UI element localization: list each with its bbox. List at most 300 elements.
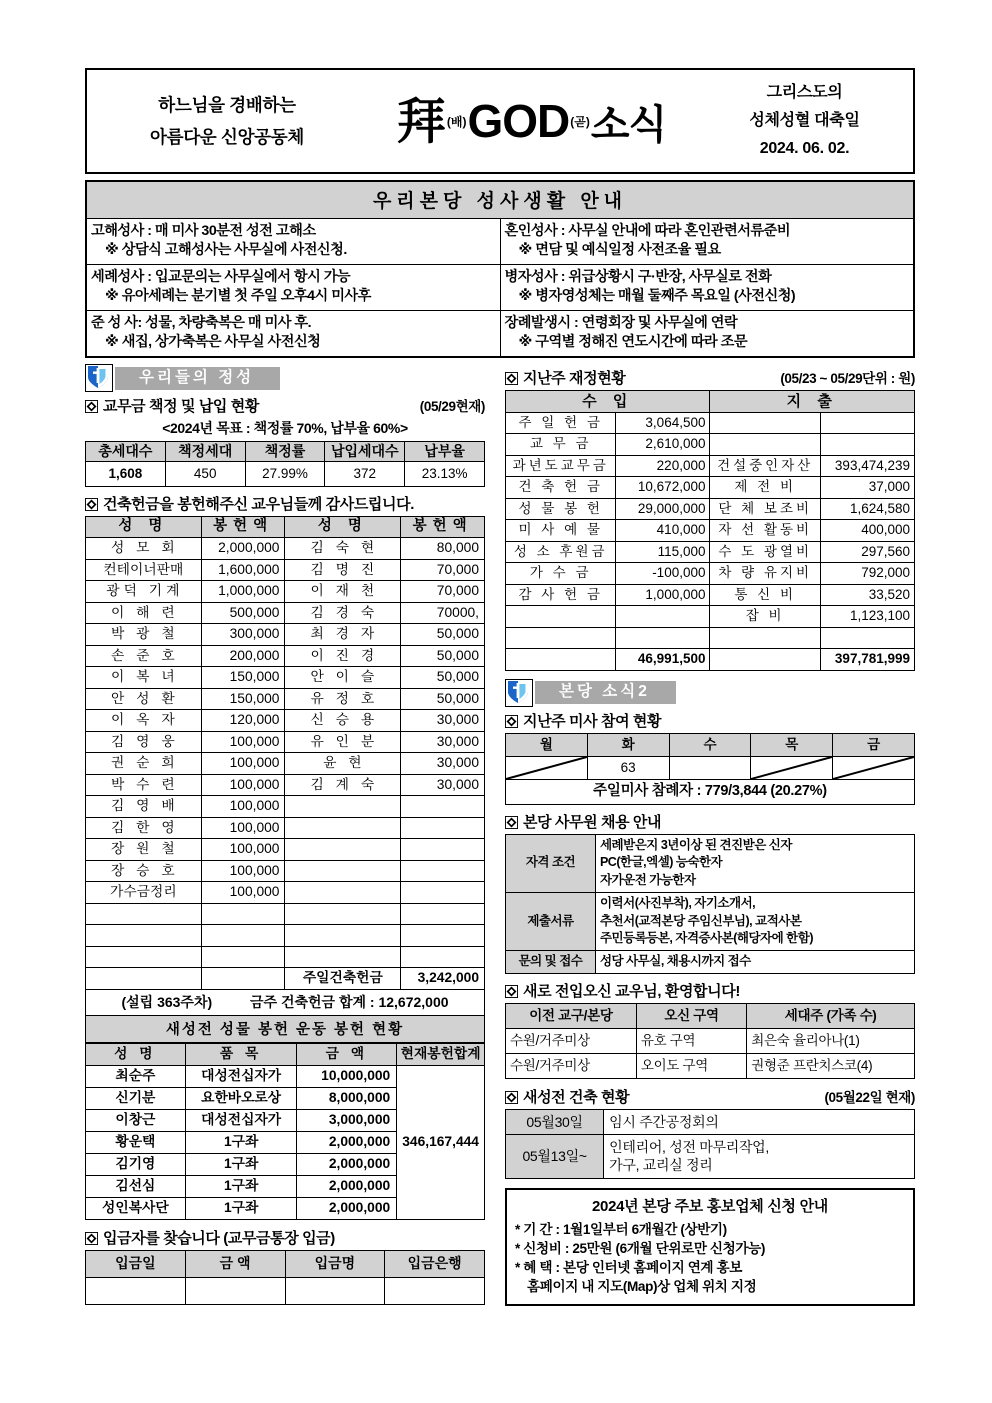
- baptism-note: ※ 유아세례는 분기별 첫 주일 오후4시 미사후: [105, 288, 371, 305]
- donation-row: [86, 839, 485, 861]
- finance-total-income-spacer: [506, 649, 616, 671]
- donor-name: [285, 946, 401, 968]
- sacrament-cell-anointing: [500, 265, 913, 311]
- feast-line-1: 그리스도의: [766, 84, 843, 101]
- donor-amount: 500,000: [201, 602, 285, 624]
- funeral-note: ※ 구역별 정해진 연도시간에 따라 조문: [518, 334, 748, 351]
- sungmul-item: 1구좌: [185, 1131, 297, 1153]
- recruit-heading-text: 본당 사무원 채용 안내: [523, 813, 662, 831]
- donor-amount: 70000,: [401, 602, 485, 624]
- logo-god-reading: (곧): [570, 114, 590, 129]
- sungmul-amount: 2,000,000: [297, 1131, 397, 1153]
- donor-name: 최 경 자: [285, 624, 401, 646]
- construction-date: 05월30일: [506, 1109, 604, 1134]
- dues-val-total-households: 1,608: [86, 461, 166, 486]
- finance-row: [506, 584, 915, 606]
- diamond-bullet-icon: [505, 985, 518, 998]
- sacramental-note: ※ 새집, 상가축복은 사무실 사전신청: [105, 334, 321, 351]
- donor-name: 가수금정리: [86, 882, 202, 904]
- donor-amount: [201, 968, 285, 990]
- finance-heading: [505, 367, 915, 388]
- dues-col-paying-households: 납입세대수: [325, 442, 405, 462]
- finance-row: [506, 434, 915, 456]
- finance-expense-label: [710, 627, 820, 649]
- donor-name: 광덕 기계: [86, 581, 202, 603]
- finance-income-amount: 1,000,000: [616, 584, 710, 606]
- ad-line-fee: * 신청비 : 25만원 (6개월 단위로만 신청가능): [515, 1240, 765, 1256]
- recruit-line: 자가운전 가능한자: [599, 873, 696, 888]
- construction-desc: [604, 1135, 915, 1178]
- ad-line-benefit-cont: 홈페이지 내 지도(Map)상 업체 위치 지정: [527, 1279, 757, 1295]
- sungmul-donor-name: 최순주: [86, 1065, 186, 1087]
- sacrament-table: [87, 219, 913, 356]
- donation-row: [86, 645, 485, 667]
- donor-amount: 300,000: [201, 624, 285, 646]
- donor-name: [285, 903, 401, 925]
- donor-name: [285, 817, 401, 839]
- finance-expense-amount: [820, 627, 914, 649]
- donation-row: [86, 688, 485, 710]
- finance-col-expense: 지 출: [710, 391, 915, 413]
- donor-name: 이 복 녀: [86, 667, 202, 689]
- recruit-table: [505, 834, 915, 974]
- sungmul-running-total: 346,167,444: [397, 1065, 485, 1219]
- finance-income-label: 주 일 헌 금: [506, 412, 616, 434]
- finance-income-label: 미 사 예 물: [506, 520, 616, 542]
- dues-goal-text: <2024년 목표 : 책정률 70%, 납부율 60%>: [162, 420, 408, 437]
- construction-row: [506, 1109, 915, 1134]
- finance-total-expense-spacer: [710, 649, 820, 671]
- donor-name: 김 한 영: [86, 817, 202, 839]
- sacrament-cell-funeral: [500, 311, 913, 357]
- masthead-logo: [361, 93, 702, 150]
- diamond-bullet-icon: [505, 715, 518, 728]
- sacrament-row: [87, 219, 913, 265]
- donor-name: 이 해 련: [86, 602, 202, 624]
- attendance-summary-text: 주일미사 참례자 : 779/3,844 (20.27%): [506, 779, 915, 804]
- donor-amount: [401, 860, 485, 882]
- slogan-line-2: 아름다운 신앙공동체: [149, 127, 304, 147]
- attendance-count-0: [506, 756, 588, 779]
- attendance-summary-row: [506, 779, 915, 804]
- donation-row: [86, 817, 485, 839]
- recruit-line: 성당 사무실, 채용시까지 접수: [599, 954, 751, 969]
- donation-row: [86, 946, 485, 968]
- recruit-content: [595, 834, 914, 892]
- newcomer-head: 최은숙 율리아나(1): [747, 1028, 915, 1053]
- finance-income-label: 성 소 후원금: [506, 541, 616, 563]
- donor-amount: 200,000: [201, 645, 285, 667]
- sacrament-row: [87, 265, 913, 311]
- dues-val-assessed-households: 450: [165, 461, 245, 486]
- donor-name: 유 정 호: [285, 688, 401, 710]
- recruit-line: 주민등록등본, 자격증사본(해당자에 한함): [599, 931, 813, 946]
- finance-expense-label: 단 체 보조비: [710, 498, 820, 520]
- newcomers-col-head: 세대주 (가족 수): [747, 1003, 915, 1028]
- donor-name: 이 재 천: [285, 581, 401, 603]
- sungmul-item: 요한바오로상: [185, 1087, 297, 1109]
- sacrament-guide: [85, 180, 915, 358]
- donor-name: 박 수 련: [86, 774, 202, 796]
- donor-amount: 30,000: [401, 774, 485, 796]
- donor-name: 컨테이너판매: [86, 559, 202, 581]
- donor-amount: [401, 903, 485, 925]
- recruit-label: 문의 및 접수: [506, 951, 596, 974]
- donor-name: [285, 839, 401, 861]
- donation-row: [86, 538, 485, 560]
- newcomers-table: [505, 1003, 915, 1079]
- deposit-cell-date: [86, 1277, 186, 1304]
- donation-row: [86, 624, 485, 646]
- diamond-bullet-icon: [85, 498, 98, 511]
- donor-amount: 30,000: [401, 731, 485, 753]
- finance-income-amount: -100,000: [616, 563, 710, 585]
- offering-banner-label: 우리들의 정성: [115, 367, 280, 390]
- donor-name: 권 순 희: [86, 753, 202, 775]
- masthead: [85, 68, 915, 174]
- finance-row: [506, 520, 915, 542]
- attendance-count-4: [833, 756, 915, 779]
- newcomers-col-origin: 이전 교구/본당: [506, 1003, 637, 1028]
- ad-line-period: * 기 간 : 1월1일부터 6개월간 (상반기): [515, 1221, 727, 1237]
- sungmul-item: 1구좌: [185, 1197, 297, 1219]
- sungmul-title: 새성전 성물 봉헌 운동 봉헌 현황: [85, 1016, 485, 1043]
- logo-bae-reading: (배): [446, 114, 467, 129]
- donor-name: 안 이 슬: [285, 667, 401, 689]
- finance-income-amount: 220,000: [616, 455, 710, 477]
- recruit-row: [506, 892, 915, 950]
- offering-banner: [85, 365, 485, 391]
- dues-table: [85, 441, 485, 487]
- donor-amount: 120,000: [201, 710, 285, 732]
- sungmul-item: 대성전십자가: [185, 1109, 297, 1131]
- donor-amount: [201, 925, 285, 947]
- sacrament-cell-confession: [87, 219, 500, 265]
- donor-name: [285, 796, 401, 818]
- finance-period-note: (05/23 ~ 05/29단위 : 원): [780, 371, 915, 387]
- sungmul-item: 1구좌: [185, 1175, 297, 1197]
- finance-table: [505, 390, 915, 671]
- finance-row: [506, 498, 915, 520]
- finance-expense-label: 수 도 광열비: [710, 541, 820, 563]
- masthead-slogan: [93, 89, 361, 154]
- sungmul-row: [86, 1065, 485, 1087]
- donor-amount: [201, 946, 285, 968]
- donation-row: [86, 925, 485, 947]
- baptism-main: 세례성사 : 입교문의는 사무실에서 항시 가능: [91, 269, 351, 286]
- feast-line-2: 성체성혈 대축일: [749, 112, 860, 129]
- donor-name: 이 옥 자: [86, 710, 202, 732]
- sungmul-donor-name: 이창근: [86, 1109, 186, 1131]
- donation-row: [86, 667, 485, 689]
- deposit-cell-bank: [385, 1277, 485, 1304]
- finance-income-label: [506, 606, 616, 628]
- construction-desc-line: 인테리어, 성전 마무리작업,: [609, 1139, 769, 1156]
- construction-date: 05월13일~: [506, 1135, 604, 1178]
- sungmul-amount: 2,000,000: [297, 1153, 397, 1175]
- dues-value-row: [86, 461, 485, 486]
- sacrament-cell-baptism: [87, 265, 500, 311]
- logo-god-text: GOD: [467, 95, 570, 147]
- dues-val-assessment-rate: 27.99%: [245, 461, 325, 486]
- donor-name: 장 승 호: [86, 860, 202, 882]
- donation-row: [86, 753, 485, 775]
- finance-expense-label: 건설중인자산: [710, 455, 820, 477]
- attendance-heading-text: 지난주 미사 참여 현황: [523, 712, 662, 730]
- donor-amount: [401, 817, 485, 839]
- donation-col-name-1: 성 명: [86, 516, 202, 538]
- donor-name: 김 명 진: [285, 559, 401, 581]
- construction-desc: [604, 1109, 915, 1134]
- finance-expense-label: 자 선 활동비: [710, 520, 820, 542]
- donor-name: 유 인 분: [285, 731, 401, 753]
- recruit-line: PC(한글,엑셀) 능숙한자: [599, 855, 723, 870]
- finance-expense-amount: 37,000: [820, 477, 914, 499]
- finance-expense-label: 통 신 비: [710, 584, 820, 606]
- donor-name: 이 진 경: [285, 645, 401, 667]
- finance-header-row: [506, 391, 915, 413]
- finance-income-label: 건 축 헌 금: [506, 477, 616, 499]
- attendance-count-row: [506, 756, 915, 779]
- church-shield-icon: [505, 679, 533, 707]
- logo-bae-char: 拜: [396, 91, 446, 150]
- sacrament-row: [87, 311, 913, 357]
- finance-income-amount: 29,000,000: [616, 498, 710, 520]
- attendance-count-3: [751, 756, 833, 779]
- donor-name: 주일건축헌금: [285, 968, 401, 990]
- finance-expense-label: [710, 434, 820, 456]
- slogan-line-1: 하느님을 경배하는: [158, 94, 296, 115]
- sungmul-amount: 2,000,000: [297, 1175, 397, 1197]
- construction-desc-line: 임시 주간공정회의: [609, 1113, 719, 1130]
- confession-main: 고해성사 : 매 미사 30분전 성전 고해소: [91, 223, 316, 239]
- donor-name: 장 원 철: [86, 839, 202, 861]
- newcomer-zone: 오이도 구역: [636, 1053, 746, 1078]
- recruit-line: 추천서(교적본당 주임신부님), 교적사본: [599, 913, 802, 928]
- donor-amount: 50,000: [401, 688, 485, 710]
- donor-amount: 80,000: [401, 538, 485, 560]
- donor-amount: 30,000: [401, 753, 485, 775]
- donor-name: 김 숙 현: [285, 538, 401, 560]
- sungmul-item: 대성전십자가: [185, 1065, 297, 1087]
- donor-amount: 1,600,000: [201, 559, 285, 581]
- finance-income-label: 가 수 금: [506, 563, 616, 585]
- donation-row: [86, 731, 485, 753]
- recruit-row: [506, 834, 915, 892]
- finance-col-income: 수 입: [506, 391, 710, 413]
- construction-desc-line: 가구, 교리실 정리: [609, 1157, 713, 1174]
- sungmul-donor-name: 신기분: [86, 1087, 186, 1109]
- news-banner: [505, 680, 915, 706]
- finance-expense-label: [710, 412, 820, 434]
- construction-heading: [505, 1086, 915, 1107]
- confession-note: ※ 상담식 고해성사는 사무실에 사전신청.: [105, 242, 347, 259]
- ad-line-benefit: * 혜 택 : 본당 인터넷 홈페이지 연계 홍보: [515, 1260, 743, 1276]
- attendance-day-2: 수: [669, 733, 751, 756]
- finance-income-amount: [616, 627, 710, 649]
- attendance-day-4: 금: [833, 733, 915, 756]
- news-banner-label: 본당 소식2: [535, 681, 676, 704]
- dues-col-assessment-rate: 책정률: [245, 442, 325, 462]
- recruit-line: 세례받은지 3년이상 된 견진받은 신자: [599, 837, 792, 852]
- masthead-feast: [702, 79, 907, 163]
- finance-total-row: [506, 649, 915, 671]
- construction-row: [506, 1135, 915, 1178]
- finance-expense-amount: 1,624,580: [820, 498, 914, 520]
- finance-income-amount: 115,000: [616, 541, 710, 563]
- dues-val-paying-households: 372: [325, 461, 405, 486]
- dues-col-assessed-households: 책정세대: [165, 442, 245, 462]
- ad-title: 2024년 본당 주보 홍보업체 신청 안내: [592, 1197, 828, 1215]
- finance-row: [506, 477, 915, 499]
- newcomer-origin: 수원/거주미상: [506, 1028, 637, 1053]
- donor-name: 박 광 철: [86, 624, 202, 646]
- donor-name: 신 승 용: [285, 710, 401, 732]
- donation-row: [86, 860, 485, 882]
- sungmul-donor-name: 황운택: [86, 1131, 186, 1153]
- sungmul-col-name: 성 명: [86, 1043, 186, 1065]
- deposit-col-date: 입금일: [86, 1250, 186, 1277]
- finance-income-amount: 410,000: [616, 520, 710, 542]
- donor-name: [285, 882, 401, 904]
- donor-amount: [401, 925, 485, 947]
- sungmul-amount: 10,000,000: [297, 1065, 397, 1087]
- donor-amount: 50,000: [401, 624, 485, 646]
- deposit-heading: [85, 1227, 485, 1248]
- finance-income-label: 감 사 헌 금: [506, 584, 616, 606]
- sungmul-col-amount: 금 액: [297, 1043, 397, 1065]
- funeral-main: 장례발생시 : 연령회장 및 사무실에 연락: [504, 315, 738, 332]
- donor-amount: 100,000: [201, 753, 285, 775]
- donation-row: [86, 710, 485, 732]
- donor-amount: 3,242,000: [401, 968, 485, 990]
- finance-income-amount: 10,672,000: [616, 477, 710, 499]
- recruit-heading: [505, 811, 915, 832]
- donor-name: [285, 860, 401, 882]
- sungmul-amount: 3,000,000: [297, 1109, 397, 1131]
- finance-expense-amount: 1,123,100: [820, 606, 914, 628]
- dues-col-payment-rate: 납부율: [405, 442, 485, 462]
- dues-val-payment-rate: 23.13%: [405, 461, 485, 486]
- finance-expense-amount: 297,560: [820, 541, 914, 563]
- finance-income-amount: 2,610,000: [616, 434, 710, 456]
- donor-amount: 150,000: [201, 688, 285, 710]
- construction-heading-text: 새성전 건축 현황: [523, 1088, 630, 1106]
- sacrament-cell-sacramental: [87, 311, 500, 357]
- finance-income-label: [506, 627, 616, 649]
- donor-amount: 100,000: [201, 882, 285, 904]
- newcomer-head: 권형준 프란치스코(4): [747, 1053, 915, 1078]
- finance-expense-label: 잡 비: [710, 606, 820, 628]
- donor-name: [285, 925, 401, 947]
- recruit-content: [595, 892, 914, 950]
- deposit-header-row: [86, 1250, 485, 1277]
- donor-amount: [401, 796, 485, 818]
- dues-heading-text: 교무금 책정 및 납입 현황: [103, 398, 259, 416]
- finance-row: [506, 563, 915, 585]
- donor-amount: 100,000: [201, 839, 285, 861]
- donation-col-name-2: 성 명: [285, 516, 401, 538]
- finance-income-amount: [616, 606, 710, 628]
- attendance-day-header-row: [506, 733, 915, 756]
- finance-income-label: 과년도교무금: [506, 455, 616, 477]
- donor-name: 김 경 숙: [285, 602, 401, 624]
- dues-heading: [85, 395, 485, 416]
- donation-row: [86, 968, 485, 990]
- finance-expense-amount: 400,000: [820, 520, 914, 542]
- finance-row: [506, 455, 915, 477]
- attendance-day-0: 월: [506, 733, 588, 756]
- deposit-col-name: 입금명: [285, 1250, 385, 1277]
- finance-row: [506, 627, 915, 649]
- donor-amount: 100,000: [201, 817, 285, 839]
- donor-amount: 2,000,000: [201, 538, 285, 560]
- finance-expense-amount: [820, 434, 914, 456]
- donation-heading: [85, 493, 485, 514]
- donation-heading-text: 건축헌금을 봉헌해주신 교우님들께 감사드립니다.: [103, 495, 414, 513]
- donation-week-count: (설립 363주차): [121, 993, 213, 1010]
- dues-header-row: [86, 442, 485, 462]
- sungmul-donor-name: 성인복사단: [86, 1197, 186, 1219]
- donor-name: 김 영 배: [86, 796, 202, 818]
- donor-amount: 1,000,000: [201, 581, 285, 603]
- donor-name: [86, 946, 202, 968]
- newcomers-col-zone: 오신 구역: [636, 1003, 746, 1028]
- sungmul-amount: 8,000,000: [297, 1087, 397, 1109]
- sacramental-main: 준 성 사: 성물, 차량축복은 매 미사 후.: [91, 315, 312, 332]
- dues-col-total-households: 총세대수: [86, 442, 166, 462]
- diamond-bullet-icon: [85, 1232, 98, 1245]
- donor-name: 김 영 웅: [86, 731, 202, 753]
- finance-row: [506, 606, 915, 628]
- donor-amount: 50,000: [401, 667, 485, 689]
- deposit-heading-text: 입금자를 찾습니다 (교무금통장 입금): [103, 1229, 335, 1247]
- newcomers-row: [506, 1053, 915, 1078]
- dues-asof-note: (05/29현재): [419, 399, 485, 415]
- attendance-count-1: 63: [587, 756, 669, 779]
- diamond-bullet-icon: [505, 372, 518, 385]
- donor-name: [86, 925, 202, 947]
- donor-amount: [401, 946, 485, 968]
- feast-date: 2024. 06. 02.: [759, 140, 850, 157]
- logo-sosik-text: 소식: [590, 102, 667, 147]
- finance-row: [506, 541, 915, 563]
- attendance-day-1: 화: [587, 733, 669, 756]
- donor-amount: 100,000: [201, 731, 285, 753]
- donation-col-amount-2: 봉헌액: [401, 516, 485, 538]
- donation-row: [86, 602, 485, 624]
- diamond-bullet-icon: [85, 400, 98, 413]
- recruit-label: 제출서류: [506, 892, 596, 950]
- sacrament-guide-title: 우리본당 성사생활 안내: [87, 182, 913, 219]
- deposit-col-amount: 금 액: [185, 1250, 285, 1277]
- diamond-bullet-icon: [505, 816, 518, 829]
- donor-name: 안 성 환: [86, 688, 202, 710]
- attendance-day-3: 목: [751, 733, 833, 756]
- donor-name: 손 준 호: [86, 645, 202, 667]
- donation-col-amount-1: 봉헌액: [201, 516, 285, 538]
- finance-row: [506, 412, 915, 434]
- donation-table: [85, 516, 485, 990]
- sungmul-item: 1구좌: [185, 1153, 297, 1175]
- construction-asof-note: (05월22일 현재): [824, 1089, 915, 1105]
- newcomer-zone: 유호 구역: [636, 1028, 746, 1053]
- sacrament-cell-marriage: [500, 219, 913, 265]
- finance-expense-amount: 792,000: [820, 563, 914, 585]
- donation-row: [86, 796, 485, 818]
- deposit-cell-name: [285, 1277, 385, 1304]
- newcomers-header-row: [506, 1003, 915, 1028]
